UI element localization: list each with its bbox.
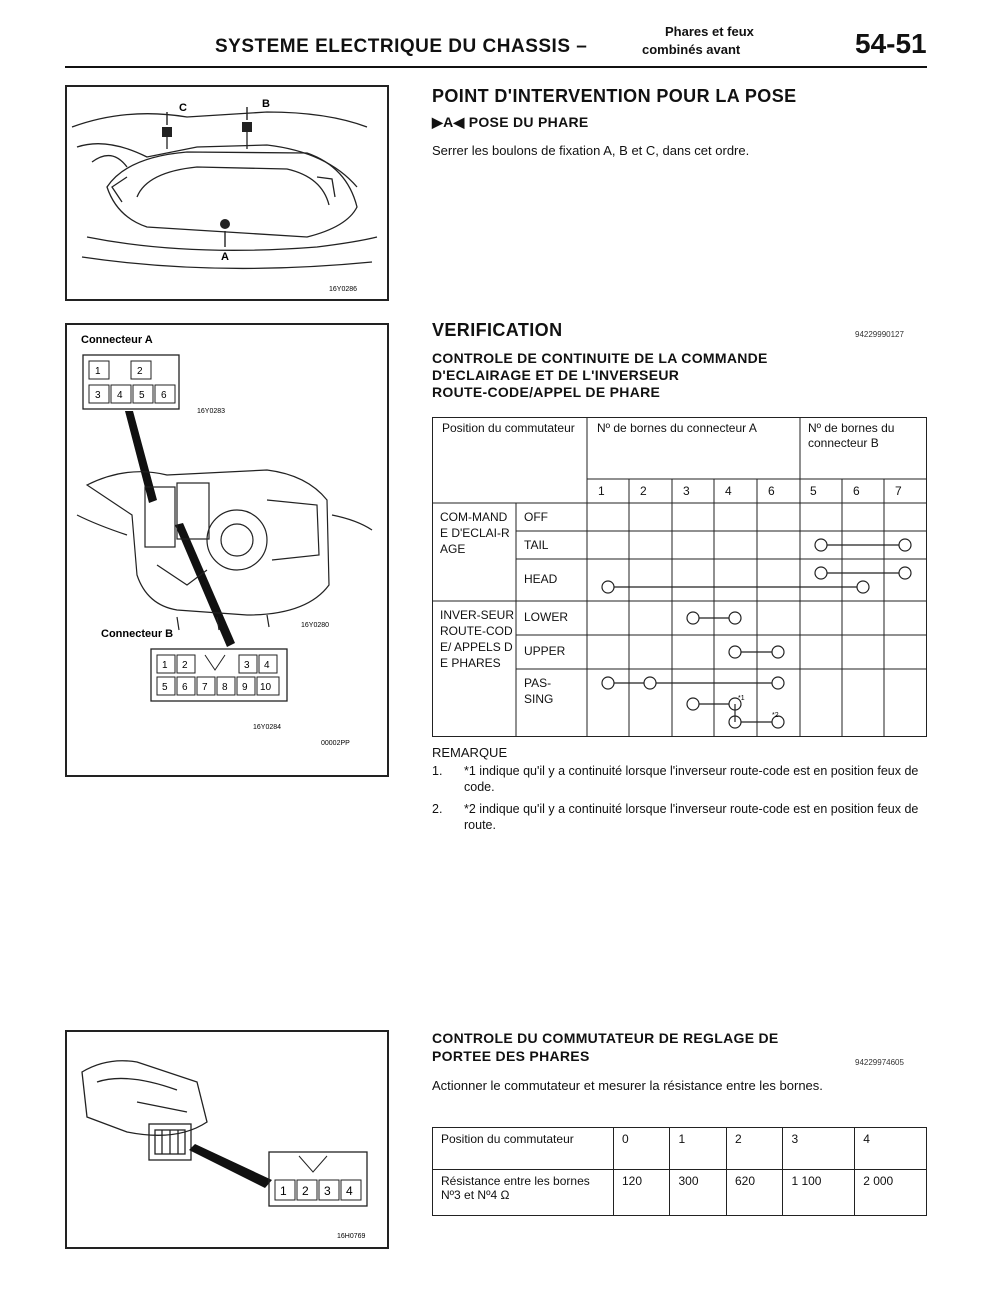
pin-header: 1 [598,484,605,498]
connector-b-pin: 1 [162,660,168,671]
table-connector-a-header: Nº de bornes du connecteur A [597,421,757,435]
continuity-table-grid [432,417,927,737]
pin-header: 7 [895,484,902,498]
figure1-code: 16Y0286 [329,286,358,293]
figure1-label-c: C [179,102,187,114]
mark-star2: *2 [772,712,779,719]
verification-subheading-line: ROUTE-CODE/APPEL DE PHARE [432,384,661,400]
figure2-code: 00002PP [321,740,350,747]
pin-header: 2 [640,484,647,498]
connector-a-pin: 3 [95,390,101,401]
connectors-drawing [67,325,387,775]
connector-b-pin: 9 [242,682,248,693]
figure2-code-b: 16Y0284 [253,724,282,731]
table-cell: 4 [855,1128,927,1170]
remark-item [432,763,927,795]
table-cell: Résistance entre les bornes Nº3 et Nº4 Ω [433,1170,614,1216]
remark-number: 1. [432,764,443,778]
connector-b-label: Connecteur B [101,628,174,640]
leveling-switch-drawing [67,1032,387,1247]
table-row [433,1170,927,1216]
connector-b-pin: 2 [182,660,188,671]
figure3-pin: 3 [324,1184,331,1198]
verification-subheading [432,350,927,401]
reglage-code: 94229974605 [855,1058,904,1067]
connector-b-pin: 3 [244,660,250,671]
connector-b-pin: 10 [260,682,272,693]
row-label: PAS-SING [524,676,554,706]
connector-a-pin: 4 [117,390,123,401]
figure-leveling-switch [65,1030,389,1249]
table-cell: 620 [726,1170,782,1216]
table-row [433,1128,927,1170]
table-connector-b-header: Nº de bornes du connecteur B [808,421,895,450]
connector-b-pin: 8 [222,682,228,693]
verification-heading: VERIFICATION [432,320,563,340]
pin-header: 6 [768,484,775,498]
table-cell: 1 [670,1128,726,1170]
row-label: HEAD [524,572,558,586]
header-subtitle-line2: combinés avant [642,42,741,57]
connector-a-pin: 6 [161,390,167,401]
connector-a-label: Connecteur A [81,334,153,346]
connector-a-pin: 2 [137,366,143,377]
remark-text: *1 indique qu'il y a continuité lorsque l'inverseur route-code est en position feux de code. [464,764,919,794]
remark-item [432,801,927,833]
figure-headlamp [65,85,389,301]
figure3-pin: 4 [346,1184,353,1198]
figure1-label-a: A [221,251,229,263]
figure1-label-b: B [262,98,270,110]
table-position-header: Position du commutateur [442,421,575,435]
figure-connectors [65,323,389,777]
table-cell: 2 000 [855,1170,927,1216]
pose-text: Serrer les boulons de fixation A, B et C, dans cet ordre. [432,143,750,158]
connector-b-pin: 4 [264,660,270,671]
table-cell: 1 100 [783,1170,855,1216]
header-subtitle-line1: Phares et feux [665,24,754,39]
figure3-pin: 1 [280,1184,287,1198]
table-cell: Position du commutateur [433,1128,614,1170]
resistance-table [432,1127,927,1216]
table-cell: 0 [614,1128,670,1170]
pose-heading: POINT D'INTERVENTION POUR LA POSE [432,86,797,106]
verification-subheading-line: D'ECLAIRAGE ET DE L'INVERSEUR [432,367,680,383]
connector-b-pin: 6 [182,682,188,693]
reglage-heading-line1: CONTROLE DU COMMUTATEUR DE REGLAGE DE [432,1030,779,1046]
connector-b-pin: 7 [202,682,208,693]
remark-title: REMARQUE [432,745,508,760]
reglage-heading-line2: PORTEE DES PHARES [432,1048,590,1064]
pose-subheading: ▶A◀ POSE DU PHARE [432,114,589,130]
remark-text: *2 indique qu'il y a continuité lorsque l'inverseur route-code est en position feux de route. [464,802,919,832]
group-label-dimmer: INVER-SEUR ROUTE-CODE/ APPELS DE PHARES [440,608,515,670]
figure3-pin: 2 [302,1184,309,1198]
pin-header: 6 [853,484,860,498]
connector-a-pin: 1 [95,366,101,377]
continuity-table [432,417,927,737]
pin-header: 3 [683,484,690,498]
row-label: OFF [524,510,548,524]
pin-header: 5 [810,484,817,498]
figure2-code-a: 16Y0283 [197,408,226,415]
connector-b-pin: 5 [162,682,168,693]
row-label: LOWER [524,610,569,624]
pin-header: 4 [725,484,732,498]
headlamp-drawing [67,87,387,299]
header-title: SYSTEME ELECTRIQUE DU CHASSIS – [215,36,588,57]
table-cell: 300 [670,1170,726,1216]
page-number: 54-51 [855,28,927,59]
table-cell: 2 [726,1128,782,1170]
row-label: TAIL [524,538,549,552]
mark-star1: *1 [738,695,745,702]
verification-subheading-line: CONTROLE DE CONTINUITE DE LA COMMANDE [432,350,768,366]
reglage-text: Actionner le commutateur et mesurer la résistance entre les bornes. [432,1078,823,1093]
remark-number: 2. [432,802,443,816]
header-divider [65,66,927,68]
row-label: UPPER [524,644,566,658]
table-cell: 120 [614,1170,670,1216]
figure3-code: 16H0769 [337,1233,366,1240]
figure2-code-mid: 16Y0280 [301,622,330,629]
group-label-lighting: COM-MANDE D'ECLAI-RAGE [440,510,510,556]
verification-code: 94229990127 [855,330,904,339]
table-cell: 3 [783,1128,855,1170]
connector-a-pin: 5 [139,390,145,401]
